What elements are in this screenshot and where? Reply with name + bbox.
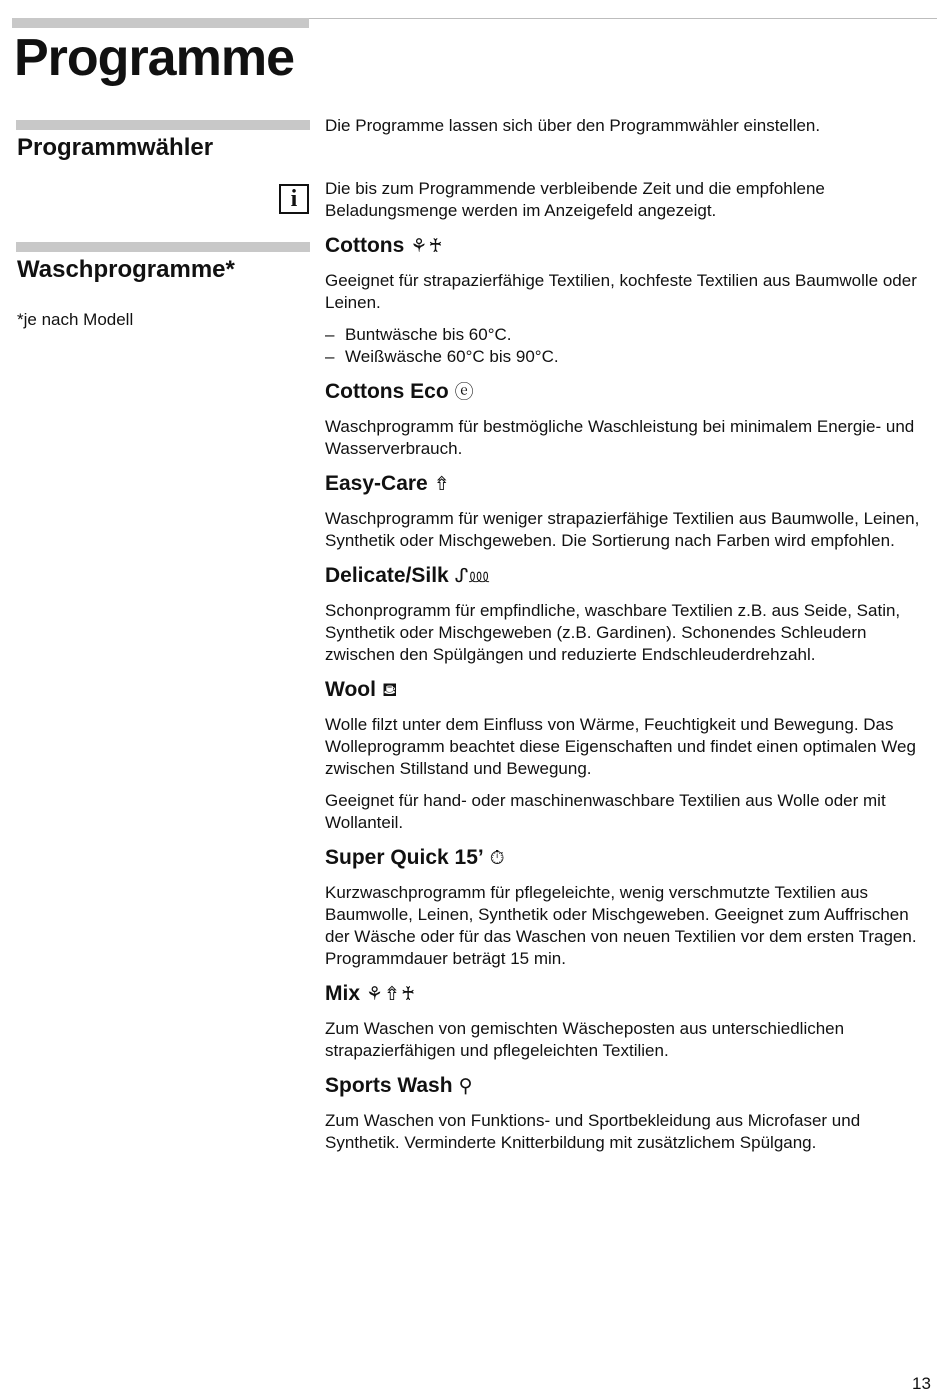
program-title: Sports Wash ⚲	[325, 1074, 474, 1097]
program-title: Super Quick 15’ ⏱	[325, 846, 506, 869]
mix-icon: ⚘⇮♰	[366, 984, 417, 1005]
program-description: Wolle filzt unter dem Einfluss von Wärme, Feuchtigkeit und Bewegung. Das Wolleprogramm beachtet diese Eigenschaften und findet einen optimalen Weg zwischen Stillstand und Bewegung.	[325, 715, 916, 778]
program-description: Geeignet für strapazierfähige Textilien, kochfeste Textilien aus Baumwolle oder Leinen.	[325, 271, 917, 312]
program-cottons-eco	[325, 378, 930, 460]
page-number: 13	[912, 1374, 931, 1393]
program-description: Kurzwaschprogramm für pflegeleichte, wenig verschmutzte Textilien aus Baumwolle, Leinen, Synthetik oder Mischgeweben. Geeignet zum Auffrischen der Wäsche oder für das Waschen von neuen Textilien vor dem ersten Tragen. Programmdauer beträgt 15 min.	[325, 883, 917, 968]
list-item: – Buntwäsche bis 60°C.	[325, 325, 512, 344]
stopwatch-icon: ⏱	[489, 848, 506, 869]
section-heading-programmwaehler: Programmwähler	[17, 134, 214, 161]
sports-shirt-icon: ⚲	[458, 1076, 474, 1097]
info-icon: i	[279, 184, 309, 214]
program-title: Cottons Eco ⓔ	[325, 380, 475, 403]
easy-care-icon: ⇮	[433, 474, 451, 495]
program-title: Delicate/Silk ᔑ⅏	[325, 564, 490, 587]
program-description: Geeignet für hand- oder maschinenwaschbare Textilien aus Wolle oder mit Wollanteil.	[325, 791, 886, 832]
cottons-icon: ⚘♰	[410, 236, 444, 257]
page-title: Programme	[14, 29, 294, 87]
info-line: Die bis zum Programmende verbleibende Zeit und die empfohlene	[325, 179, 825, 198]
section-rule-waschprogramme	[16, 242, 310, 252]
title-rule-thick	[12, 18, 309, 28]
program-wool	[325, 676, 930, 834]
program-super-quick	[325, 844, 930, 970]
program-description: Schonprogramm für empfindliche, waschbare Textilien z.B. aus Seide, Satin, Synthetik oder Mischgeweben (z.B. Gardinen). Schonendes Schleudern zwischen den Spülgängen und reduzierte Endschleuderdrehzahl.	[325, 601, 901, 664]
info-text	[325, 178, 930, 222]
program-title: Easy-Care ⇮	[325, 472, 451, 495]
program-description: Waschprogramm für bestmögliche Waschleistung bei minimalem Energie- und Wasserverbrauch.	[325, 417, 915, 458]
temperature-list	[325, 324, 930, 368]
program-cottons	[325, 232, 930, 368]
model-footnote: *je nach Modell	[17, 310, 134, 329]
program-description: Zum Waschen von gemischten Wäscheposten aus unterschiedlichen strapazierfähigen und pflegeleichten Textilien.	[325, 1019, 845, 1060]
program-title: Wool ⛾	[325, 678, 399, 701]
program-mix	[325, 980, 930, 1062]
wool-icon: ⛾	[381, 680, 399, 701]
intro-text: Die Programme lassen sich über den Programmwähler einstellen.	[325, 116, 821, 135]
program-easy-care	[325, 470, 930, 552]
program-delicate-silk	[325, 562, 930, 666]
program-title: Cottons ⚘♰	[325, 234, 444, 257]
eco-icon: ⓔ	[454, 382, 475, 403]
delicate-silk-icon: ᔑ⅏	[454, 566, 490, 587]
programs-column	[325, 232, 930, 1164]
program-title: Mix ⚘⇮♰	[325, 982, 417, 1005]
section-rule-programmwaehler	[16, 120, 310, 130]
title-rule-thin	[309, 18, 937, 19]
program-sports-wash	[325, 1072, 930, 1154]
list-item: – Weißwäsche 60°C bis 90°C.	[325, 347, 559, 366]
section-heading-waschprogramme: Waschprogramme*	[17, 256, 235, 283]
program-description: Zum Waschen von Funktions- und Sportbekleidung aus Microfaser und Synthetik. Verminderte Knitterbildung mit zusätzlichem Spülgang.	[325, 1111, 861, 1152]
program-description: Waschprogramm für weniger strapazierfähige Textilien aus Baumwolle, Leinen, Synthetik oder Mischgeweben. Die Sortierung nach Farben wird empfohlen.	[325, 509, 920, 550]
info-line: Beladungsmenge werden im Anzeigefeld angezeigt.	[325, 201, 717, 220]
